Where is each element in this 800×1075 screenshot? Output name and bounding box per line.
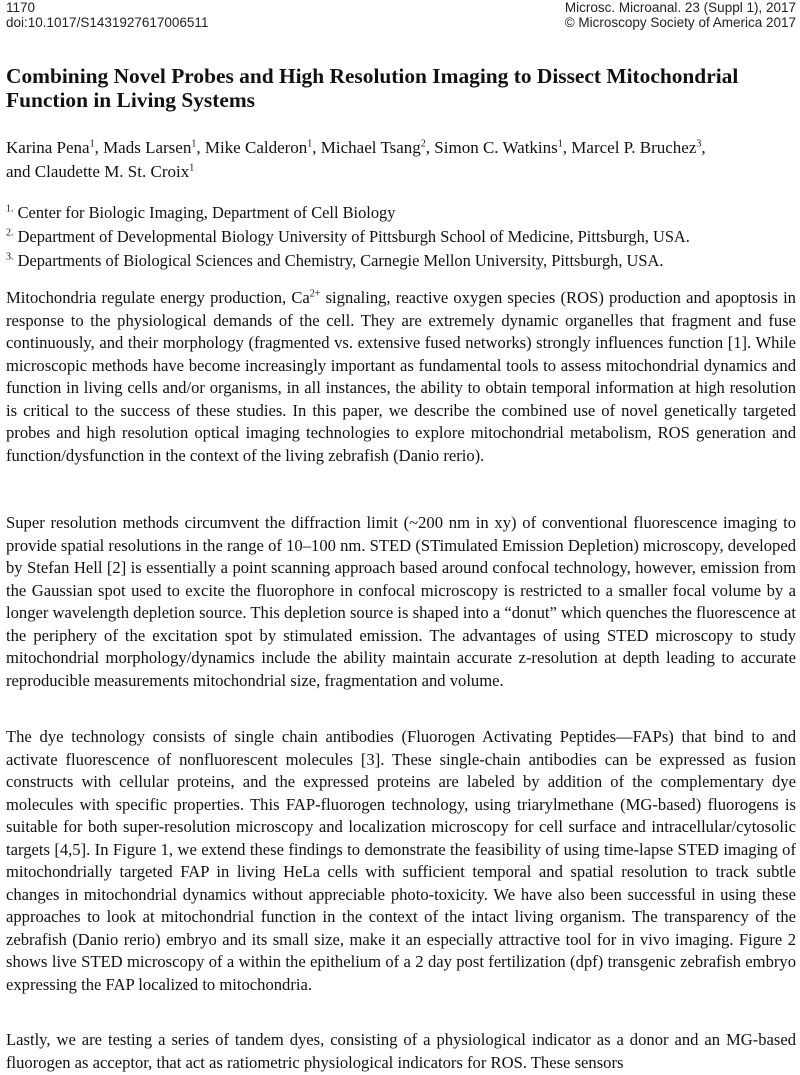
copyright: © Microscopy Society of America 2017 (564, 15, 796, 30)
author: Karina Pena$^1$, (6, 138, 104, 157)
page-header-right (565, 0, 796, 30)
page-number: 1170 (6, 0, 36, 15)
author: and Claudette M. St. Croix$^1$ (6, 162, 195, 181)
affiliation: $^{3.}$ Departments of Biological Sciences and Chemistry, Carnegie Mellon University, Pittsburgh, USA. (6, 251, 664, 270)
author: Simon C. Watkins$^1$, (434, 138, 572, 157)
author: Michael Tsang$^2$, (320, 138, 435, 157)
affiliation-list (6, 201, 800, 273)
author-list (6, 136, 796, 184)
journal-citation: Microsc. Microanal. 23 (Suppl 1), 2017 (564, 0, 796, 15)
author: Mike Calderon$^1$, (204, 138, 321, 157)
page-header-left (6, 0, 208, 30)
affiliation: $^{1.}$ Center for Biologic Imaging, Department of Cell Biology (6, 203, 396, 222)
affiliation: $^{2.}$ Department of Developmental Biology University of Pittsburgh School of Medicine, Pittsburgh, USA. (6, 227, 690, 246)
author: Marcel P. Bruchez$^3$, (571, 138, 706, 157)
body-paragraph-4: Lastly, we are testing a series of tandem dyes, consisting of a physiological indicator as a donor and an MG-based fluorogen as acceptor, that act as ratiometric physiological indicators for ROS. These sensors (6, 1030, 796, 1072)
body-paragraph-2: Super resolution methods circumvent the diffraction limit (~200 nm in xy) of conventional fluorescence imaging to provide spatial resolutions in the range of 10–100 nm. STED (STimulated Emission Depletion) microscopy, developed by Stefan Hell [2] is essentially a point scanning approach based around confocal technology, however, emission from the Gaussian spot used to excite the fluorophore in confocal microscopy is restricted to a smaller focal volume by a longer wavelength depletion source. This depletion source is shaped into a “donut” which quenches the fluorescence at the periphery of the excitation spot by stimulated emission. The advantages of using STED microscopy to study mitochondrial morphology/dynamics include the ability maintain accurate z-resolution at depth leading to accurate reproducible measurements mitochondrial size, fragmentation and volume. (6, 513, 796, 690)
author: Mads Larsen$^1$, (103, 138, 205, 157)
body-paragraph-1: Mitochondria regulate energy production, $Ca^{2+}$ signaling, reactive oxygen species (ROS) production and apoptosis in response to the physiological demands of the cell. They are extremely dynamic organelles that fragment and fuse continuously, and their morphology (fragmented vs. extensive fused networks) strongly influences function [1]. While microscopic methods have become increasingly important as fundamental tools to assess mitochondrial dynamics and function in living cells and/or organisms, in all instances, the ability to obtain temporal information at high resolution is critical to the success of these studies. In this paper, we describe the combined use of novel genetically targeted probes and high resolution optical imaging technologies to explore mitochondrial metabolism, ROS generation and function/dysfunction in the context of the living zebrafish (Danio rerio). (6, 288, 796, 465)
doi[interactable]: doi:10.1017/S1431927617006511 (6, 15, 209, 30)
paper-title: Combining Novel Probes and High Resolution Imaging to Dissect Mitochondrial Function in Living Systems (6, 64, 739, 112)
body-paragraph-3: The dye technology consists of single chain antibodies (Fluorogen Activating Peptides—FAPs) that bind to and activate fluorescence of nonfluorescent molecules [3]. These single-chain antibodies can be expressed as fusion constructs with cellular proteins, and the expressed proteins are labeled by addition of the complementary dye molecules with specific properties. This FAP-fluorogen technology, using triarylmethane (MG-based) fluorogens is suitable for both super-resolution microscopy and localization microscopy for cell surface and intracellular/cytosolic targets [4,5]. In Figure 1, we extend these findings to demonstrate the feasibility of using time-lapse STED imaging of mitochondrially targeted FAP in living HeLa cells with sufficient temporal and spatial resolution to track subtle changes in mitochondrial dynamics without appreciable photo-toxicity. We have also been successful in using these approaches to look at mitochondrial function in the context of the intact living organism. The transparency of the zebrafish (Danio rerio) embryo and its small size, make it an especially attractive tool for in vivo imaging. Figure 2 shows live STED microscopy of a within the epithelium of a 2 day post fertilization (dpf) transgenic zebrafish embryo expressing the FAP localized to mitochondria. (6, 727, 796, 994)
